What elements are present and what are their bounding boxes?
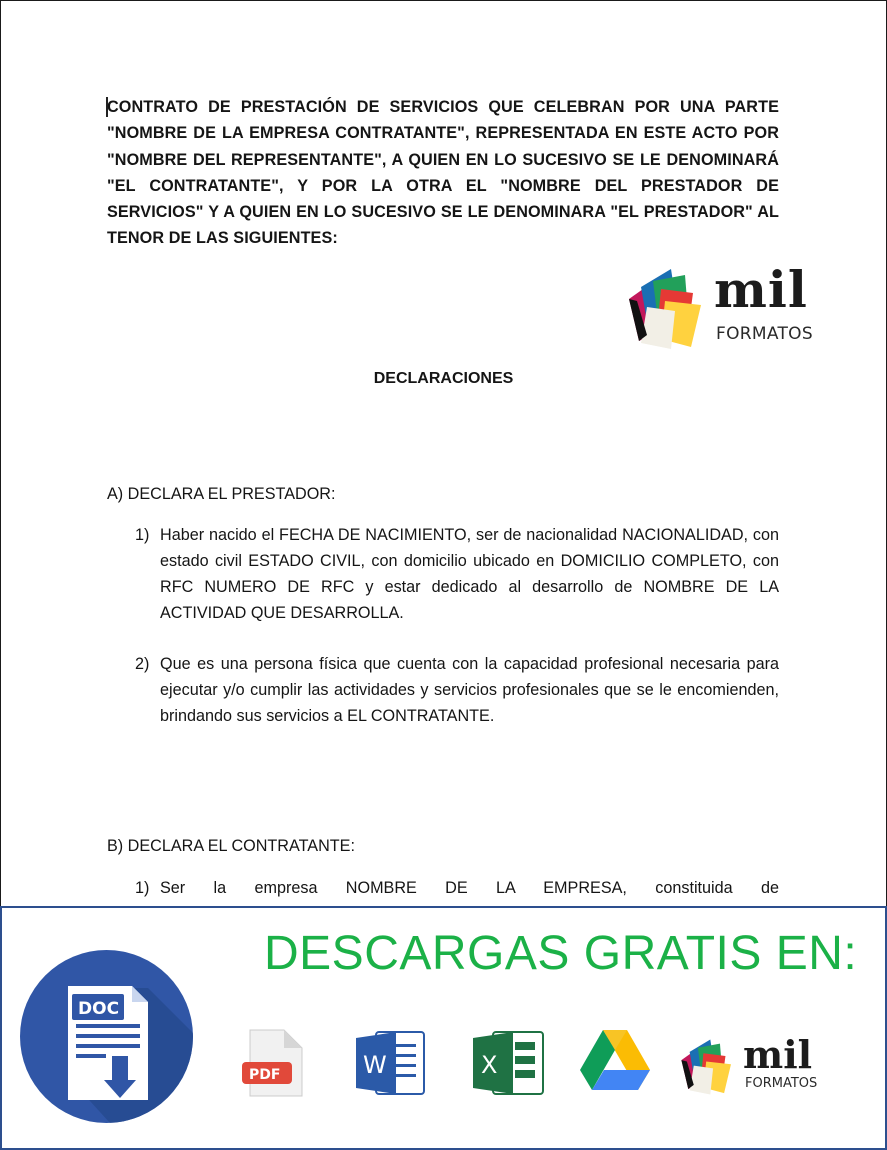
- logo-wordmark: mil: [714, 260, 808, 319]
- item-number: 2): [135, 655, 150, 673]
- doc-download-icon[interactable]: [20, 950, 193, 1123]
- doc-badge-label: DOC: [78, 999, 120, 1019]
- download-banner: [0, 906, 887, 1150]
- word-icon[interactable]: [354, 1028, 426, 1103]
- pdf-icon[interactable]: [240, 1028, 306, 1103]
- word-label: W: [363, 1051, 387, 1079]
- excel-icon[interactable]: [471, 1028, 545, 1103]
- section-b-item-1: [135, 875, 779, 901]
- google-drive-icon[interactable]: [578, 1028, 652, 1099]
- item-text: Haber nacido el FECHA DE NACIMIENTO, ser de nacionalidad NACIONALIDAD, con estado civil ESTADO CIVIL, con domicilio ubicado en DOMICILIO COMPLETO, con RFC NUMERO DE RFC y estar dedicado al desarrollo de NOMBRE DE LA ACTIVIDAD QUE DESARROLLA.: [160, 526, 779, 623]
- logo-subword: FORMATOS: [716, 324, 813, 344]
- item-text: Ser la empresa NOMBRE DE LA EMPRESA, constituida de: [160, 879, 779, 897]
- logo-subword: FORMATOS: [745, 1076, 818, 1091]
- logo-wordmark: mil: [743, 1032, 813, 1077]
- logo-mark-icon: [627, 267, 717, 351]
- item-number: 1): [135, 879, 150, 897]
- section-a-item-2: [135, 651, 779, 729]
- logo-mark-icon: [680, 1036, 742, 1098]
- banner-title: DESCARGAS GRATIS EN:: [264, 927, 858, 980]
- item-text: Que es una persona física que cuenta con la capacidad profesional necesaria para ejecutar y/o cumplir las actividades y servicios profesionales que se le encomienden, brindando sus servicios a EL CONTRATANTE.: [160, 655, 779, 726]
- item-number: 1): [135, 526, 150, 544]
- contract-title-paragraph: CONTRATO DE PRESTACIÓN DE SERVICIOS QUE CELEBRAN POR UNA PARTE "NOMBRE DE LA EMPRESA CONTRATANTE", REPRESENTADA EN ESTE ACTO POR "NOMBRE DEL REPRESENTANTE", A QUIEN EN LO SUCESIVO SE LE DENOMINARÁ "EL CONTRATANTE", Y POR LA OTRA EL "NOMBRE DEL PRESTADOR DE SERVICIOS" Y A QUIEN EN LO SUCESIVO SE LE DENOMINARA "EL PRESTADOR" AL TENOR DE LAS SIGUIENTES:: [107, 98, 779, 248]
- declaraciones-heading: DECLARACIONES: [373, 370, 514, 387]
- section-b-heading: B) DECLARA EL CONTRATANTE:: [107, 837, 355, 855]
- section-a-heading: A) DECLARA EL PRESTADOR:: [107, 485, 336, 503]
- pdf-label: PDF: [249, 1067, 281, 1083]
- section-a-item-1: [135, 522, 779, 626]
- excel-label: X: [481, 1051, 498, 1079]
- mil-formatos-logo[interactable]: [680, 1032, 840, 1096]
- mil-formatos-logo[interactable]: [627, 260, 832, 351]
